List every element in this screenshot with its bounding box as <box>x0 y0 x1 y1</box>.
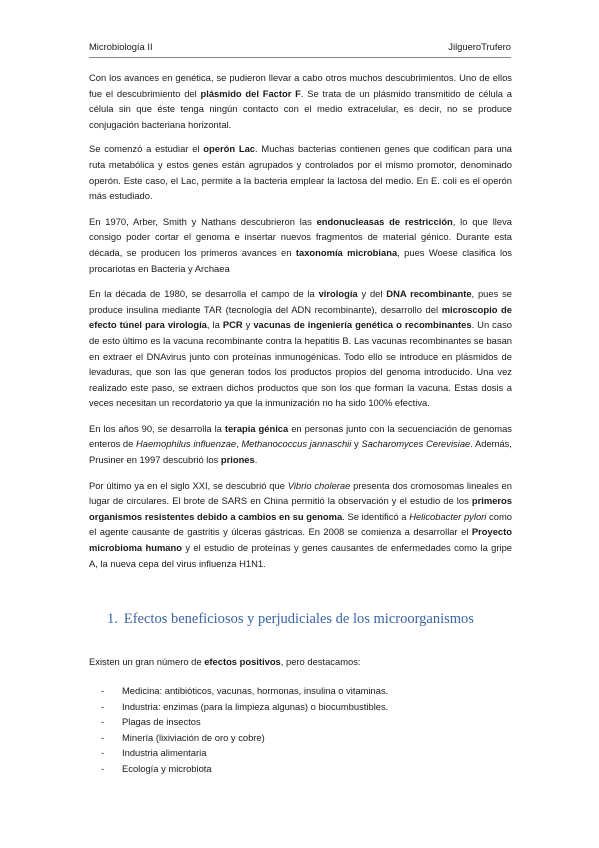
term-microbioma: Proyecto microbioma humano <box>89 526 512 554</box>
species-vibrio: Vibrio cholerae <box>287 479 351 491</box>
page-header <box>89 41 511 55</box>
list-item: - Minería (lixiviación de oro y cobre) <box>89 730 388 746</box>
list-dash: - <box>101 747 105 759</box>
list-dash: - <box>101 731 105 743</box>
paragraph-1970: En 1970, Arber, Smith y Nathans descubrieron las endonucleasas de restricción, lo que lleva consigo poder cortar el genoma e insertar nuevos fragmentos de material génico. Durante esta década, se producen los primeros avances en taxonomía microbiana, pues Woese clasifica los procariotas en Bacteria y Archaea <box>89 215 513 274</box>
species-haemophilus: Haemophilus influenzae <box>135 438 237 450</box>
paragraph-1990: En los años 90, se desarrolla la terapia génica en personas junto con la secuenciación de genomas enteros de Haemophilus influenzae, Methanococcus jannaschii y Sacharomyces Cerevisiae. Además, Prusiner en 1997 descubrió los priones. <box>89 422 512 466</box>
species-sacharomyces: Sacharomyces Cerevisiae <box>361 438 471 450</box>
list-dash: - <box>101 700 105 712</box>
paragraph-1980: En la década de 1980, se desarrolla el campo de la virología y del DNA recombinante, pues se produce insulina mediante TAR (tecnología del ADN recombinante), desarrollo del microscopio de efecto túnel para virología, la PCR y vacunas de ingeniería genética o recombinantes. Un caso de esto último es la vacuna recombinante contra la hepatitis B. Las vacunas recombinantes se basan en extraer el DNAvirus junto con proteínas inmunogénicas. Todo ello se introduce en plásmidos de levaduras, que son las que generan todos los productos propios del genoma introducido. Una vez realizado este paso, se extraen dichos productos que son los que forman la vacuna. Estas dosis a veces necesitan un recordatorio ya que la inmunización no ha sido 100% efectiva. <box>89 288 513 409</box>
term-priones: priones <box>220 454 255 466</box>
term-taxonomia: taxonomía microbiana <box>295 246 398 258</box>
term-terapia-genica: terapia génica <box>224 422 289 434</box>
header-course-title: Microbiología II <box>89 41 153 52</box>
term-plasmido-factor-f: plásmido del Factor F <box>200 87 301 99</box>
list-item: - Ecología y microbiota <box>89 761 388 777</box>
term-organismos-resistentes: primeros organismos resistentes debido a cambios en su genoma <box>89 495 512 522</box>
body-text <box>89 70 512 581</box>
section-title-text: Efectos beneficiosos y perjudiciales de los microorganismos <box>123 611 474 627</box>
section-number: 1. <box>107 611 118 627</box>
term-vacunas: vacunas de ingeniería genética o recombinantes <box>253 319 472 331</box>
benefits-list <box>89 683 388 777</box>
term-operon-lac: operón Lac <box>203 143 256 155</box>
list-item: - Medicina: antibióticos, vacunas, hormonas, insulina o vitaminas. <box>89 683 388 699</box>
species-helicobacter: Helicobacter pylori <box>409 510 487 522</box>
term-pcr: PCR <box>222 319 243 331</box>
term-endonucleasas: endonucleasas de restricción <box>316 215 453 227</box>
header-divider <box>89 57 511 58</box>
header-author: JilgueroTrufero <box>448 41 511 52</box>
paragraph-operon-lac: Se comenzó a estudiar el operón Lac. Muchas bacterias contienen genes que codifican para una ruta metabólica y estos genes están agrupados y controlados por el mismo promotor, denominado operón. Este caso, el Lac, permite a la bacteria emplear la lactosa del medio. En E. coli es el operón más estudiado. <box>89 143 513 202</box>
term-efectos-positivos: efectos positivos <box>204 656 281 667</box>
term-dna-recombinante: DNA recombinante <box>386 288 472 300</box>
paragraph-siglo-xxi: Por último ya en el siglo XXI, se descubrió que Vibrio cholerae presenta dos cromosomas lineales en lugar de circulares. El brote de SARS en China permitió la observación y el estudio de los primeros organismos resistentes debido a cambios en su genoma. Se identificó a Helicobacter pylori como el agente causante de gastritis y úlceras gástricas. En 2008 se comienza a desarrollar el Proyecto microbioma humano y el estudio de proteínas y genes causantes de enfermedades como la gripe A, la nueva cepa del virus influenza H1N1. <box>89 479 513 569</box>
paragraph-factor-f: Con los avances en genética, se pudieron llevar a cabo otros muchos descubrimientos. Uno de ellos fue el descubrimiento del plásmido del Factor F. Se trata de un plásmido transmitido de célula a célula sin que éste tenga ningún contacto con el medio extracelular, es decir, no se produce conjugación bacteriana horizontal. <box>89 72 513 130</box>
intro-line: Existen un gran número de efectos positivos, pero destacamos: <box>89 656 361 667</box>
list-dash: - <box>101 762 105 774</box>
list-dash: - <box>101 685 105 696</box>
term-virologia: virología <box>318 288 358 300</box>
species-methanococcus: Methanococcus jannaschii <box>241 438 352 450</box>
list-dash: - <box>101 716 105 728</box>
list-item: - Industria: enzimas (para la limpieza algunas) o biocumbustibles. <box>89 699 388 715</box>
section-heading <box>107 611 527 628</box>
list-item: - Industria alimentaria <box>89 745 388 761</box>
list-item: - Plagas de insectos <box>89 714 388 730</box>
term-microscopio: microscopio de efecto túnel para virología <box>89 303 512 331</box>
